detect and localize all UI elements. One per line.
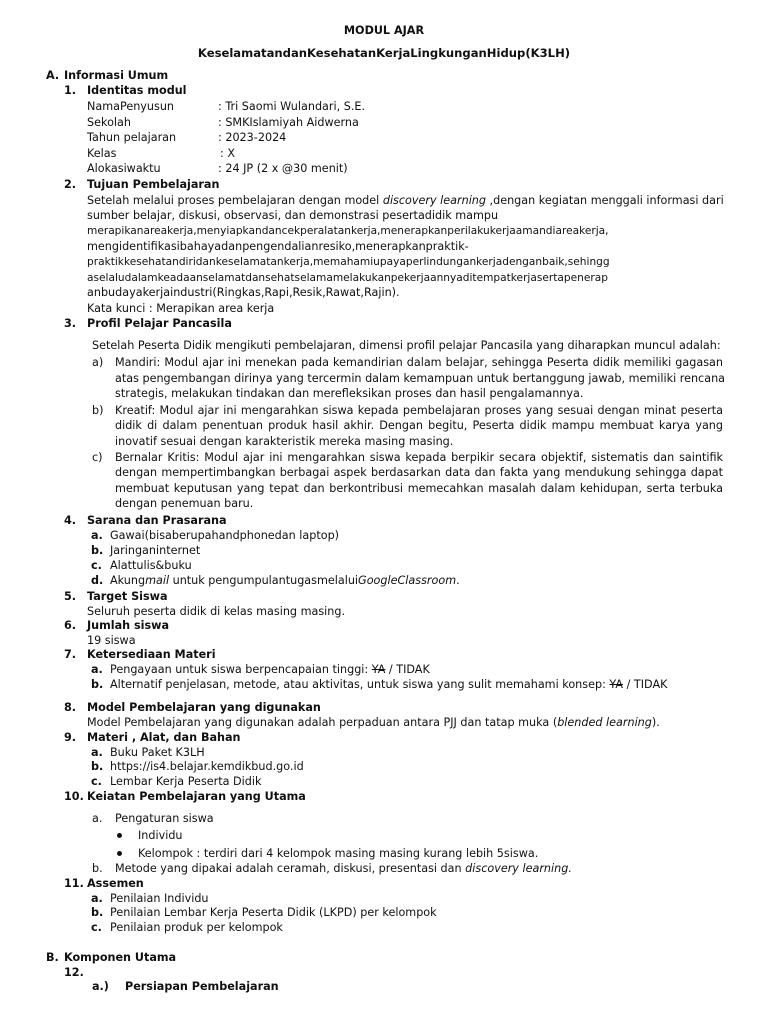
document-subtitle: KeselamatandanKesehatanKerjaLingkunganHidup(K3LH) bbox=[197, 46, 571, 60]
item-1-heading: Identitas modul bbox=[87, 84, 187, 97]
item-8-heading: Model Pembelajaran yang digunakan bbox=[87, 701, 321, 714]
resource-a: Buku Paket K3LH bbox=[110, 746, 205, 759]
item-4-number: 4. bbox=[64, 514, 77, 527]
objective-line-1: Setelah melalui proses pembelajaran dengan model discovery learning ,dengan kegiatan menggali informasi dari bbox=[87, 194, 724, 207]
item-8-number: 8. bbox=[64, 701, 77, 714]
facility-b: Jaringaninternet bbox=[110, 544, 201, 557]
item-6-number: 6. bbox=[64, 619, 77, 632]
section-a-mark: A. bbox=[46, 69, 60, 82]
objective-line-5: praktikkesehatandiridankeselamatankerja,memahamiupayaperlindungankerjadenganbaik,sehingg bbox=[87, 256, 610, 268]
resource-a-mark: a. bbox=[91, 746, 103, 759]
resource-b-link[interactable]: https://is4.belajar.kemdikbud.go.id bbox=[110, 760, 304, 773]
bullet-icon bbox=[117, 851, 122, 856]
profile-c-line-4: dengan penemuan baru. bbox=[115, 497, 254, 510]
activity-bullet-1: Individu bbox=[138, 829, 183, 842]
assessment-b: Penilaian Lembar Kerja Peserta Didik (LKPD) per kelompok bbox=[110, 906, 437, 919]
objective-keyword: Kata kunci : Merapikan area kerja bbox=[87, 302, 275, 315]
identity-label-year: Tahun pelajaran bbox=[87, 131, 177, 144]
document-title: MODUL AJAR bbox=[343, 24, 425, 37]
profile-a-line-3: strategis, melakukan tindakan dan merefleksikan proses dan hasil pengalamannya. bbox=[115, 387, 584, 400]
objective-line-6: aselaludalamkeadaanselamatdansehatselamamelakukanpekerjaannyaditempatkerjasertapenerap bbox=[87, 272, 608, 284]
profile-b-line-1: Kreatif: Modul ajar ini mengarahkan siswa kepada pembelajaran proses yang sesuai dengan minat peserta bbox=[115, 404, 723, 417]
profile-b-mark: b) bbox=[92, 404, 104, 417]
item-2-heading: Tujuan Pembelajaran bbox=[87, 178, 220, 191]
item-5-heading: Target Siswa bbox=[87, 590, 168, 603]
student-count: 19 siswa bbox=[87, 634, 136, 647]
resource-b-mark: b. bbox=[91, 760, 104, 773]
objective-line-2: sumber belajar, diskusi, observasi, dan demonstrasi pesertadidik mampu bbox=[87, 209, 499, 222]
profile-c-mark: c) bbox=[92, 451, 103, 464]
objective-line-4: mengidentifikasibahayadanpengendalianresiko,menerapkanpraktik- bbox=[87, 240, 469, 253]
item-11-number: 11. bbox=[64, 877, 84, 890]
facility-d-mark: d. bbox=[91, 574, 104, 587]
profile-a-line-2: atas pengembangan dirinya yang tercermin dalam kemampuan untuk bertanggung jawab, memiliki rencana bbox=[115, 372, 726, 385]
facility-a: Gawai(bisaberupahandphonedan laptop) bbox=[110, 529, 340, 542]
item-3-heading: Profil Pelajar Pancasila bbox=[87, 317, 232, 330]
item-1-number: 1. bbox=[64, 84, 77, 97]
material-b: Alternatif penjelasan, metode, atau aktivitas, untuk siswa yang sulit memahami konsep: YA / TIDAK bbox=[110, 678, 668, 691]
assessment-c-mark: c. bbox=[91, 921, 102, 934]
identity-value-time: : 24 JP (2 x @30 menit) bbox=[218, 162, 348, 175]
profile-c-line-2: dengan mempertimbangkan berbagai aspek berdasarkan data dan fakta yang mendukung sehingga dapat bbox=[115, 466, 723, 479]
item-7-heading: Ketersediaan Materi bbox=[87, 648, 216, 661]
activity-b-mark: b. bbox=[92, 862, 103, 875]
model-text: Model Pembelajaran yang digunakan adalah perpaduan antara PJJ dan tatap muka (blended learning). bbox=[87, 716, 660, 729]
assessment-b-mark: b. bbox=[91, 906, 104, 919]
item-11-heading: Assemen bbox=[87, 877, 144, 890]
resource-c-mark: c. bbox=[91, 775, 102, 788]
resource-c: Lembar Kerja Peserta Didik bbox=[110, 775, 262, 788]
material-a: Pengayaan untuk siswa berpencapaian tinggi: YA / TIDAK bbox=[110, 663, 430, 676]
bullet-icon bbox=[117, 833, 122, 838]
identity-value-year: : 2023-2024 bbox=[218, 131, 287, 144]
item-9-heading: Materi , Alat, dan Bahan bbox=[87, 731, 241, 744]
profile-b-line-3: inovatif sesuai dengan karakteristik mereka masing masing. bbox=[115, 435, 454, 448]
facility-c: Alattulis&buku bbox=[110, 559, 192, 572]
facility-c-mark: c. bbox=[91, 559, 102, 572]
identity-value-author: : Tri Saomi Wulandari, S.E. bbox=[218, 100, 366, 113]
profile-c-line-1: Bernalar Kritis: Modul ajar ini mengarahkan siswa kepada berpikir secara objektif, sistematis dan saintifik bbox=[115, 451, 723, 464]
item-12-number: 12. bbox=[64, 966, 84, 979]
assessment-a: Penilaian Individu bbox=[110, 892, 209, 905]
assessment-c: Penilaian produk per kelompok bbox=[110, 921, 283, 934]
item-6-heading: Jumlah siswa bbox=[87, 619, 170, 632]
identity-label-author: NamaPenyusun bbox=[87, 100, 175, 113]
objective-line-3: merapikanareakerja,menyiapkandancekperalatankerja,menerapkanperilakukerjaamandiareakerja, bbox=[87, 225, 609, 237]
identity-label-time: Alokasiwaktu bbox=[87, 162, 161, 175]
item-4-heading: Sarana dan Prasarana bbox=[87, 514, 227, 527]
facility-a-mark: a. bbox=[91, 529, 103, 542]
item-9-number: 9. bbox=[64, 731, 77, 744]
profile-a-line-1: Mandiri: Modul ajar ini menekan pada kemandirian dalam belajar, sehingga Peserta didik memiliki gagasan bbox=[115, 356, 723, 369]
section-b-mark: B. bbox=[46, 951, 59, 964]
profile-c-line-3: membuat keputusan yang tepat dan berkontribusi memecahkan masalah dalam kehidupan, serta terbuka bbox=[115, 482, 723, 495]
material-b-mark: b. bbox=[91, 678, 104, 691]
facility-b-mark: b. bbox=[91, 544, 104, 557]
activity-a-mark: a. bbox=[92, 812, 103, 825]
identity-value-school: : SMKIslamiyah Aidwerna bbox=[218, 116, 359, 129]
section-a-heading: Informasi Umum bbox=[64, 69, 169, 82]
facility-d: Akungmail untuk pengumpulantugasmelaluiGoogleClassroom. bbox=[110, 574, 460, 587]
item-2-number: 2. bbox=[64, 178, 77, 191]
profile-a-mark: a) bbox=[92, 356, 104, 369]
activity-bullet-2: Kelompok : terdiri dari 4 kelompok masing masing kurang lebih 5siswa. bbox=[138, 847, 539, 860]
activity-a: Pengaturan siswa bbox=[115, 812, 214, 825]
assessment-a-mark: a. bbox=[91, 892, 103, 905]
item-3-number: 3. bbox=[64, 317, 77, 330]
prep-mark: a.) bbox=[92, 980, 109, 993]
profile-b-line-2: didik di dalam penentuan produk hasil akhir. Dengan begitu, Peserta didik mampu membuat karya yang bbox=[115, 419, 723, 432]
section-b-heading: Komponen Utama bbox=[64, 951, 177, 964]
material-a-mark: a. bbox=[91, 663, 103, 676]
activity-b: Metode yang dipakai adalah ceramah, diskusi, presentasi dan discovery learning. bbox=[115, 862, 572, 875]
objective-line-7: anbudayakerjaindustri(Ringkas,Rapi,Resik,Rawat,Rajin). bbox=[87, 286, 400, 299]
target-text: Seluruh peserta didik di kelas masing masing. bbox=[87, 605, 346, 618]
profile-intro: Setelah Peserta Didik mengikuti pembelajaran, dimensi profil pelajar Pancasila yang diharapkan muncul adalah: bbox=[92, 339, 721, 352]
item-10-number: 10. bbox=[64, 790, 84, 803]
identity-label-school: Sekolah bbox=[87, 116, 131, 129]
item-10-heading: Keiatan Pembelajaran yang Utama bbox=[87, 790, 306, 803]
identity-value-class: : X bbox=[220, 147, 235, 160]
item-7-number: 7. bbox=[64, 648, 77, 661]
prep-heading: Persiapan Pembelajaran bbox=[125, 980, 279, 993]
identity-label-class: Kelas bbox=[87, 147, 117, 160]
item-5-number: 5. bbox=[64, 590, 77, 603]
